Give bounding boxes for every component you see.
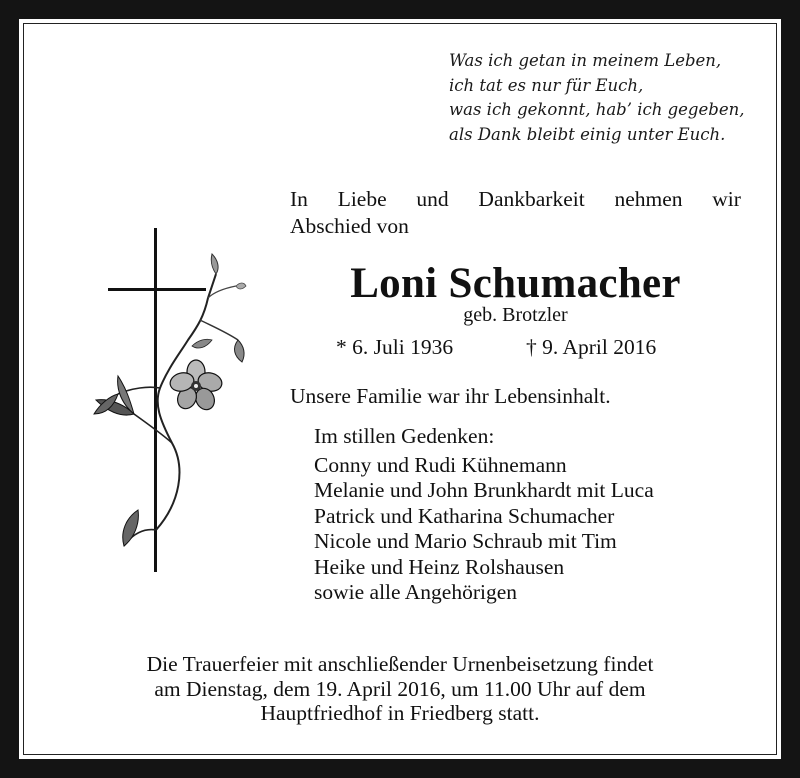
intro-word: nehmen xyxy=(614,187,683,211)
poem-line: Was ich getan in meinem Leben, xyxy=(449,51,722,70)
mourner-name: Conny und Rudi Kühnemann xyxy=(314,452,567,477)
poem-line: als Dank bleibt einig unter Euch. xyxy=(449,124,726,144)
funeral-info-line: Die Trauerfeier mit anschließender Urnenbeisetzung findet xyxy=(146,652,654,676)
mourners-heading: Im stillen Gedenken: xyxy=(314,424,495,448)
death-date: † 9. April 2016 xyxy=(526,335,657,359)
birth-date: * 6. Juli 1936 xyxy=(336,335,454,359)
mourner-name: Heike und Heinz Rolshausen xyxy=(314,554,565,579)
family-statement: Unsere Familie war ihr Lebensinhalt. xyxy=(290,384,611,408)
intro-word: wir xyxy=(712,187,741,211)
intro-word: In xyxy=(290,187,308,211)
poem xyxy=(449,49,769,147)
intro-line-2: Abschied von xyxy=(290,214,409,238)
poem-line: was ich gekonnt, hab’ ich gegeben, xyxy=(449,100,745,119)
intro-line-1 xyxy=(290,186,741,213)
funeral-info-line: am Dienstag, dem 19. April 2016, um 11.00 Uhr auf dem xyxy=(154,676,646,701)
funeral-info-line: Hauptfriedhof in Friedberg statt. xyxy=(260,701,540,725)
intro-word: Dankbarkeit xyxy=(478,187,585,211)
mourner-name: sowie alle Angehörigen xyxy=(314,580,518,604)
birth-name: geb. Brotzler xyxy=(463,304,568,326)
intro-text xyxy=(290,186,741,240)
mourners-list xyxy=(314,424,654,606)
cross-with-flower-icon xyxy=(88,228,248,574)
mourner-name: Patrick und Katharina Schumacher xyxy=(314,503,615,528)
deceased-name: Loni Schumacher xyxy=(350,260,681,307)
intro-word: Liebe xyxy=(337,187,387,211)
poem-line: ich tat es nur für Euch, xyxy=(449,75,644,95)
intro-word: und xyxy=(416,187,449,211)
funeral-info xyxy=(60,652,740,726)
mourner-name: Nicole und Mario Schraub mit Tim xyxy=(314,529,617,553)
mourner-name: Melanie und John Brunkhardt mit Luca xyxy=(314,478,654,502)
